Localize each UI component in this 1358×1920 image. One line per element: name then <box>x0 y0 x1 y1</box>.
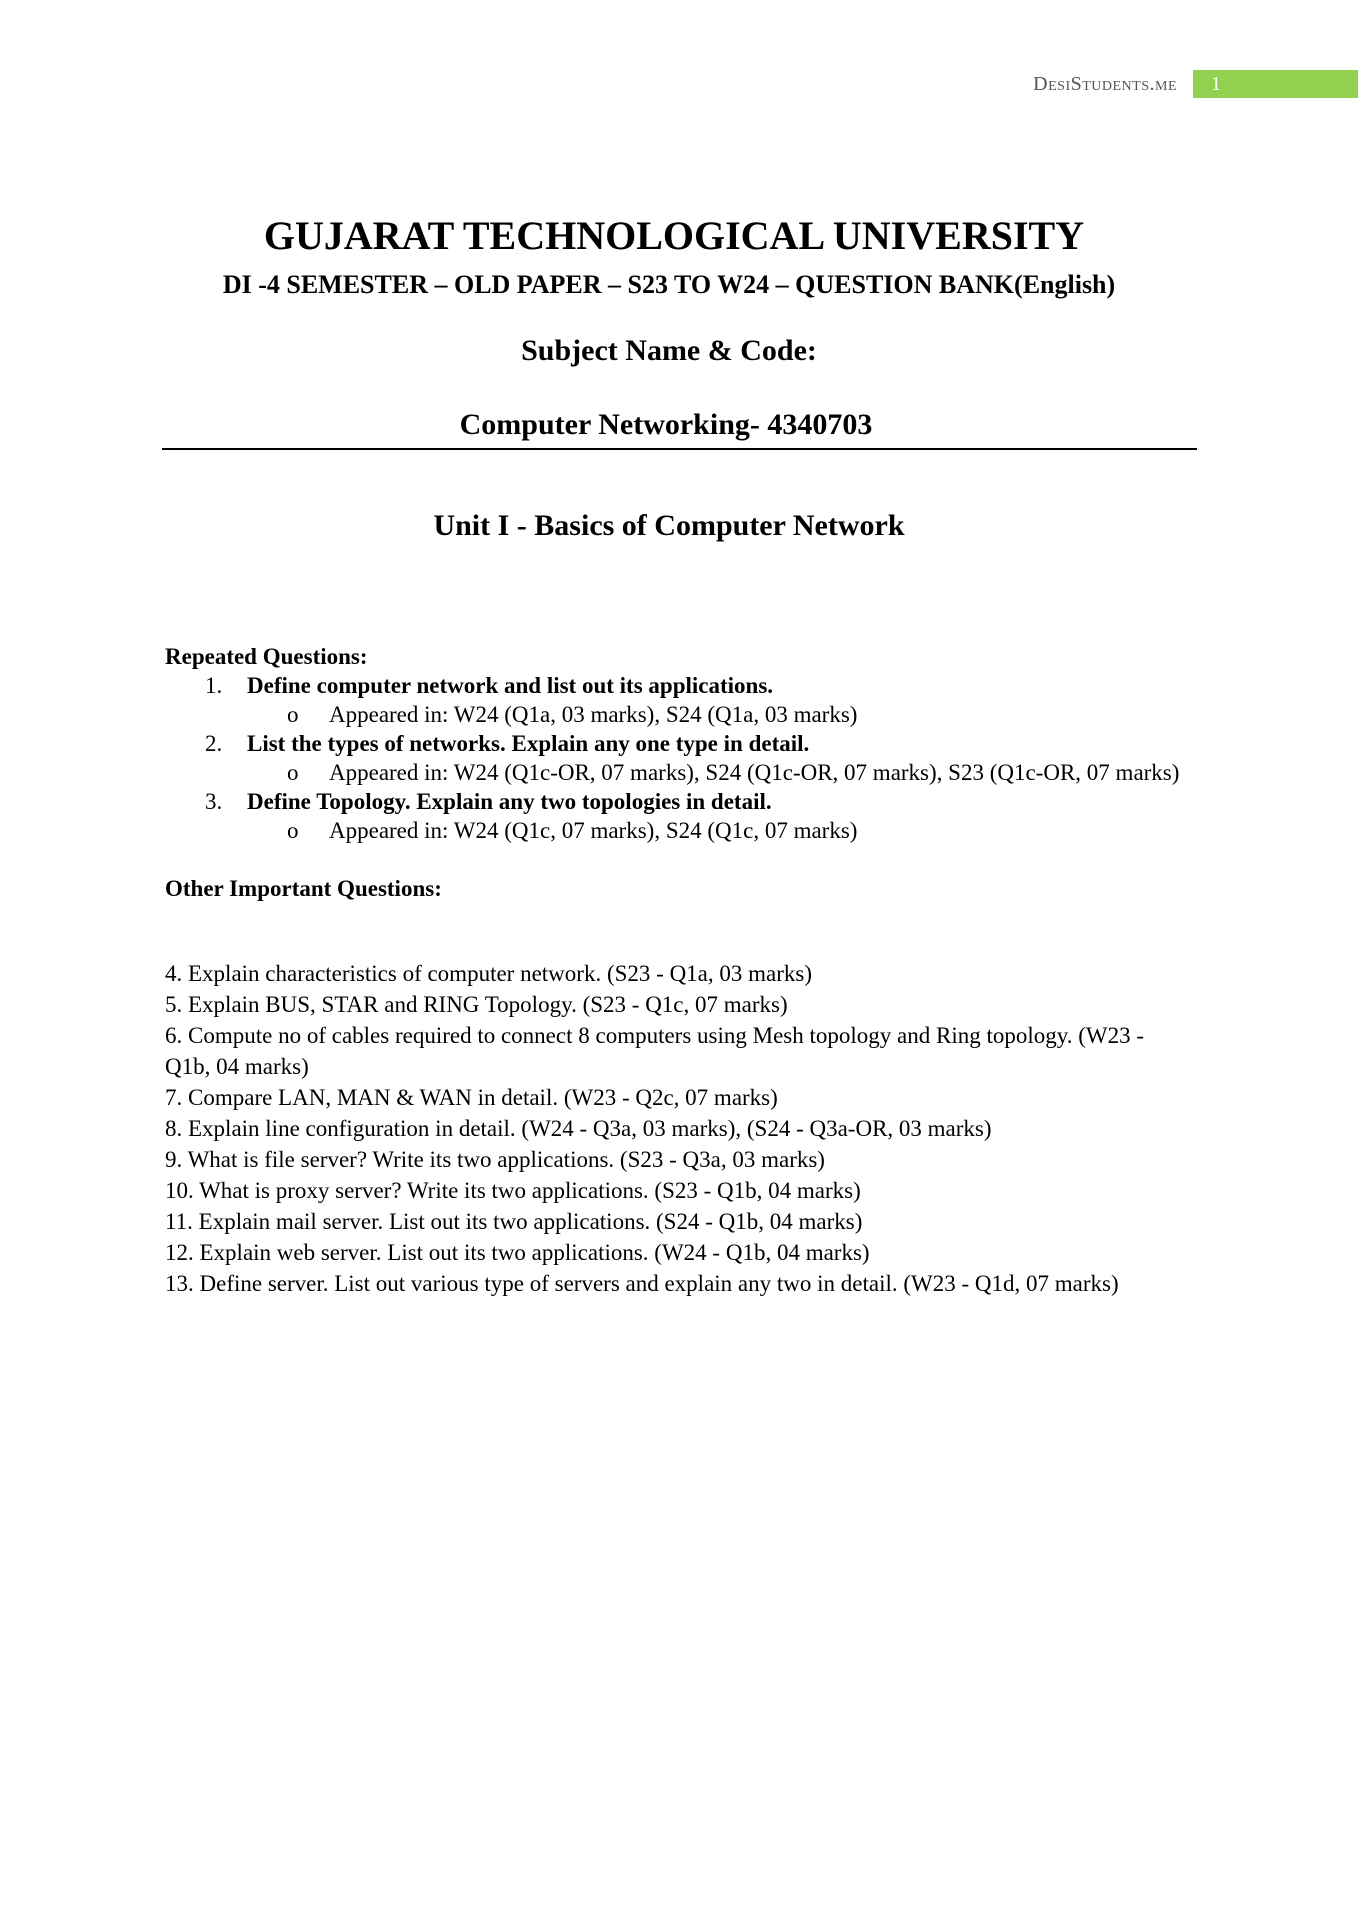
list-item: 9. What is file server? Write its two applications. (S23 - Q3a, 03 marks) <box>165 1147 825 1172</box>
appeared-text: Appeared in: W24 (Q1c, 07 marks), S24 (Q1c, 07 marks) <box>329 818 858 843</box>
bullet-icon: o <box>287 818 299 843</box>
repeated-heading: Repeated Questions: <box>165 644 368 669</box>
item-number: 3. <box>205 789 223 814</box>
appeared-in <box>165 758 1215 787</box>
appeared-text: Appeared in: W24 (Q1a, 03 marks), S24 (Q1a, 03 marks) <box>329 702 858 727</box>
list-item <box>165 787 1215 816</box>
list-item: 10. What is proxy server? Write its two applications. (S23 - Q1b, 04 marks) <box>165 1178 861 1203</box>
document-subtitle <box>0 270 1358 300</box>
unit-title <box>0 509 1358 543</box>
horizontal-rule <box>162 448 1197 450</box>
list-item: 12. Explain web server. List out its two applications. (W24 - Q1b, 04 marks) <box>165 1240 870 1265</box>
list-item <box>165 729 1215 758</box>
item-number: 1. <box>205 673 223 698</box>
question-text: List the types of networks. Explain any one type in detail. <box>247 731 810 756</box>
subject-label <box>0 334 1358 368</box>
page-number: 1 <box>1193 70 1358 98</box>
bullet-icon: o <box>287 760 299 785</box>
list-item: 5. Explain BUS, STAR and RING Topology. (S23 - Q1c, 07 marks) <box>165 992 788 1017</box>
question-text: Define computer network and list out its applications. <box>247 673 774 698</box>
subject-name <box>163 408 1193 442</box>
site-name: DesiStudents.me <box>1033 72 1177 95</box>
subject-label-text: Subject Name & Code: <box>521 334 817 367</box>
list-item: 4. Explain characteristics of computer network. (S23 - Q1a, 03 marks) <box>165 961 812 986</box>
appeared-in <box>165 700 1215 729</box>
list-item: 7. Compare LAN, MAN & WAN in detail. (W23 - Q2c, 07 marks) <box>165 1085 778 1110</box>
list-item: 8. Explain line configuration in detail. (W24 - Q3a, 03 marks), (S24 - Q3a-OR, 03 marks) <box>165 1116 992 1141</box>
question-text: Define Topology. Explain any two topologies in detail. <box>247 789 772 814</box>
item-number: 2. <box>205 731 223 756</box>
other-questions <box>165 958 1175 1299</box>
list-item: 11. Explain mail server. List out its two applications. (S24 - Q1b, 04 marks) <box>165 1209 863 1234</box>
page-header <box>1033 70 1358 98</box>
list-item <box>165 671 1215 700</box>
unit-title-text: Unit I - Basics of Computer Network <box>433 509 905 542</box>
subject-name-text: Computer Networking- 4340703 <box>459 408 873 441</box>
subtitle-text: DI -4 SEMESTER – OLD PAPER – S23 TO W24 – QUESTION BANK(English) <box>222 270 1116 299</box>
list-item: 6. Compute no of cables required to connect 8 computers using Mesh topology and Ring topology. (W23 - Q1b, 04 marks) <box>165 1023 1145 1079</box>
list-item: 13. Define server. List out various type of servers and explain any two in detail. (W23 - Q1d, 07 marks) <box>165 1271 1119 1296</box>
appeared-text: Appeared in: W24 (Q1c-OR, 07 marks), S24 (Q1c-OR, 07 marks), S23 (Q1c-OR, 07 marks) <box>329 760 1180 785</box>
other-heading: Other Important Questions: <box>165 876 442 901</box>
title-text: GUJARAT TECHNOLOGICAL UNIVERSITY <box>263 213 1085 258</box>
bullet-icon: o <box>287 702 299 727</box>
appeared-in <box>165 816 1215 845</box>
repeated-questions <box>165 642 1215 903</box>
document-title <box>0 212 1358 259</box>
